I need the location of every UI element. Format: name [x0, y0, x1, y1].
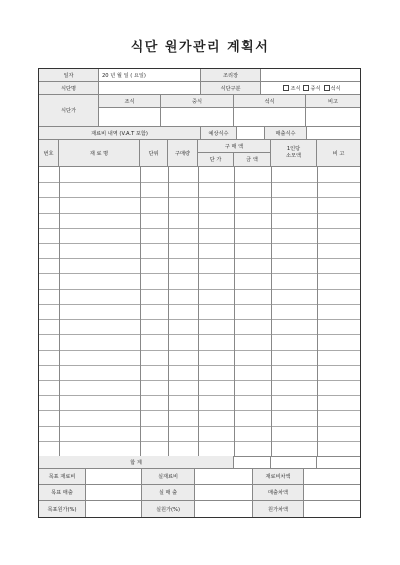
actual-sales-field[interactable]: [195, 485, 253, 501]
actual-material-cost-label: 실재료비: [142, 469, 195, 485]
col-quantity: 구매량: [168, 140, 198, 167]
material-cost-diff-label: 재료비차액: [253, 469, 304, 485]
price-note-field[interactable]: [306, 108, 360, 127]
price-col-note: 비고: [306, 95, 360, 108]
row-divider: [39, 380, 360, 381]
target-cost-rate-field[interactable]: [86, 501, 142, 517]
total-note-field[interactable]: [317, 456, 360, 469]
target-material-cost-label: 목표 재료비: [39, 469, 86, 485]
col-purchase: 구 매 액: [198, 140, 271, 153]
actual-cost-rate-field[interactable]: [195, 501, 253, 517]
actual-cost-rate-label: 실원가(%): [142, 501, 195, 517]
total-label: 합 계: [39, 456, 234, 469]
cook-field[interactable]: [261, 69, 360, 82]
column-divider: [140, 167, 141, 456]
actual-sales-label: 실 매 출: [142, 485, 195, 501]
target-sales-label: 목표 매출: [39, 485, 86, 501]
price-label: 식단가: [39, 95, 99, 127]
type-label: 식단구분: [201, 82, 261, 95]
cook-label: 조리장: [201, 69, 261, 82]
row-divider: [39, 365, 360, 366]
target-material-cost-field[interactable]: [86, 469, 142, 485]
col-amount: 금 액: [234, 153, 271, 167]
row-divider: [39, 334, 360, 335]
row-divider: [39, 213, 360, 214]
row-divider: [39, 273, 360, 274]
menu-field[interactable]: [99, 82, 201, 95]
price-dinner-field[interactable]: [234, 108, 306, 127]
row-divider: [39, 182, 360, 183]
expected-count-field[interactable]: [237, 127, 265, 140]
row-divider: [39, 395, 360, 396]
option-dinner: 석식: [330, 85, 341, 92]
col-per-person-cost: 1인당 소모액: [271, 140, 317, 167]
material-cost-label: 재료비 내역 (V.A.T 포함): [39, 127, 201, 140]
price-col-breakfast: 조식: [99, 95, 161, 108]
option-breakfast: 조식: [290, 85, 301, 92]
meal-type-options: [261, 82, 360, 95]
checkbox-dinner[interactable]: [324, 85, 330, 91]
column-divider: [168, 167, 169, 456]
sales-diff-field[interactable]: [304, 485, 360, 501]
expected-count-label: 예상식수: [201, 127, 237, 140]
price-col-lunch: 중식: [161, 95, 234, 108]
actual-material-cost-field[interactable]: [195, 469, 253, 485]
row-divider: [39, 410, 360, 411]
sold-count-label: 매출식수: [265, 127, 307, 140]
price-breakfast-field[interactable]: [99, 108, 161, 127]
target-sales-field[interactable]: [86, 485, 142, 501]
row-divider: [39, 228, 360, 229]
sold-count-field[interactable]: [307, 127, 360, 140]
row-divider: [39, 350, 360, 351]
col-unit-price: 단 가: [198, 153, 234, 167]
total-per-person-field[interactable]: [271, 456, 317, 469]
document-title: 식단 원가관리 계획서: [130, 40, 270, 55]
menu-label: 식단명: [39, 82, 99, 95]
column-divider: [59, 167, 60, 456]
date-label: 일자: [39, 69, 99, 82]
price-col-dinner: 석식: [234, 95, 306, 108]
row-divider: [39, 289, 360, 290]
col-material-name: 재 료 명: [59, 140, 140, 167]
col-note: 비 고: [317, 140, 360, 167]
column-divider: [271, 167, 272, 456]
checkbox-breakfast[interactable]: [283, 85, 289, 91]
sales-diff-label: 매출차액: [253, 485, 304, 501]
cost-rate-diff-label: 원가차액: [253, 501, 304, 517]
price-lunch-field[interactable]: [161, 108, 234, 127]
cost-plan-sheet: [38, 68, 361, 518]
row-divider: [39, 319, 360, 320]
row-divider: [39, 441, 360, 442]
date-value[interactable]: 20 년 월 일 ( 요일): [99, 69, 201, 82]
row-divider: [39, 304, 360, 305]
row-divider: [39, 426, 360, 427]
row-divider: [39, 243, 360, 244]
material-rows: [39, 167, 360, 457]
column-divider: [198, 167, 199, 456]
total-amount-field[interactable]: [234, 456, 271, 469]
option-lunch: 중식: [310, 85, 321, 92]
column-divider: [317, 167, 318, 456]
target-cost-rate-label: 목표원가(%): [39, 501, 86, 517]
cost-rate-diff-field[interactable]: [304, 501, 360, 517]
col-number: 번호: [39, 140, 59, 167]
column-divider: [234, 167, 235, 456]
row-divider: [39, 197, 360, 198]
col-unit: 단위: [140, 140, 168, 167]
material-cost-diff-field[interactable]: [304, 469, 360, 485]
row-divider: [39, 258, 360, 259]
checkbox-lunch[interactable]: [303, 85, 309, 91]
